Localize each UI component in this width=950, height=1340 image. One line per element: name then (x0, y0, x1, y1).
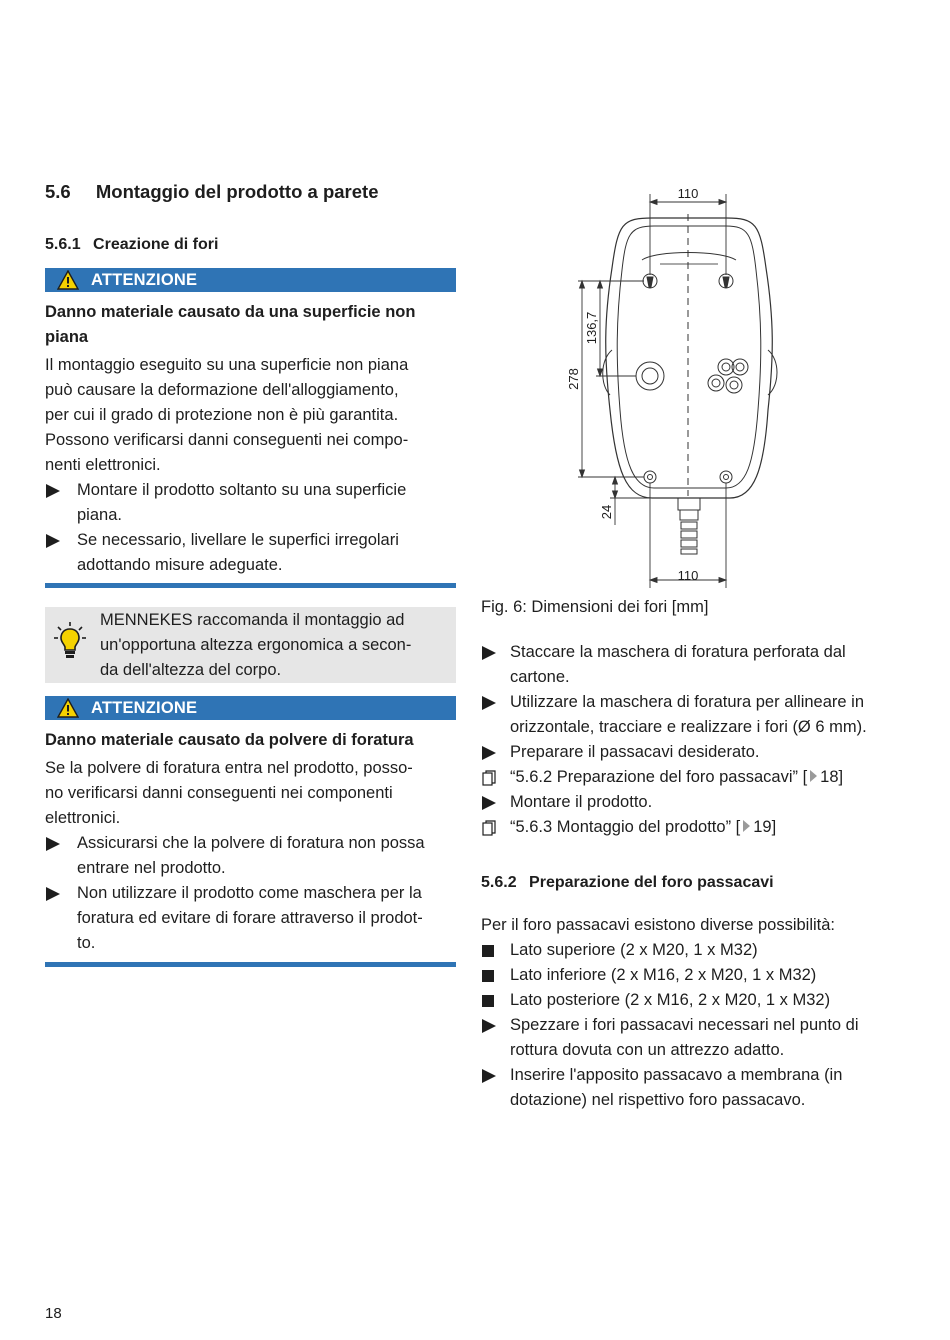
warning-icon (57, 270, 79, 290)
square-bullet-icon (482, 938, 504, 963)
cross-reference-link[interactable] (481, 765, 911, 790)
tip-line: un'opportuna altezza ergonomica a secon- (100, 636, 412, 654)
dimension-label-bottom: 110 (677, 568, 699, 583)
right-steps (481, 640, 911, 840)
document-reference-icon (482, 765, 504, 790)
tip-text (100, 608, 411, 683)
warning-content-1 (45, 300, 465, 578)
separator (45, 962, 456, 967)
step-text: Preparare il passacavi desiderato. (510, 743, 760, 761)
cross-reference-link[interactable] (481, 815, 911, 840)
warning-title: piana (45, 328, 89, 346)
warning-text: no verificarsi danni conseguenti nei componenti (45, 784, 393, 802)
dimension-label-top: 110 (677, 186, 699, 201)
warning-text: per cui il grado di protezione non è più garantita. (45, 406, 399, 424)
step-text: Montare il prodotto soltanto su una superficie (77, 481, 407, 499)
warning-title: Danno materiale causato da polvere di foratura (45, 731, 414, 749)
step-text: entrare nel prodotto. (77, 859, 226, 877)
step-arrow-icon (482, 790, 504, 815)
page-number: 18 (45, 1305, 62, 1322)
option-text: Lato posteriore (2 x M16, 2 x M20, 1 x M32) (510, 991, 831, 1009)
warning-icon (57, 698, 79, 718)
option-item (481, 988, 911, 1013)
warning-bar-1 (45, 268, 456, 292)
dimension-label-136: 136,7 (584, 311, 599, 345)
tip-box (45, 607, 456, 683)
warning-text: nenti elettronici. (45, 456, 161, 474)
reference-text: “5.6.2 Preparazione del foro passacavi” [ (510, 768, 808, 786)
action-list (481, 640, 911, 840)
step-text: Spezzare i fori passacavi necessari nel punto di (510, 1016, 859, 1034)
reference-page: 18] (820, 768, 844, 786)
warning-text: elettronici. (45, 809, 121, 827)
warning-text: Il montaggio eseguito su una superficie non piana (45, 356, 409, 374)
subsection-heading-5-6-1 (45, 236, 218, 254)
step-text: Assicurarsi che la polvere di foratura non possa (77, 834, 425, 852)
warning-content-2 (45, 728, 465, 956)
action-step (481, 740, 911, 765)
step-text: dotazione) nel rispettivo foro passacavo. (510, 1091, 806, 1109)
option-item (481, 963, 911, 988)
action-step (45, 831, 465, 881)
action-step (45, 528, 465, 578)
subsection-number: 5.6.2 (481, 874, 517, 891)
step-text: Se necessario, livellare le superfici irregolari (77, 531, 399, 549)
option-item (481, 938, 911, 963)
step-text: to. (77, 934, 96, 952)
action-step (481, 790, 911, 815)
step-arrow-icon (46, 831, 68, 856)
section-heading-5-6 (45, 181, 379, 203)
subsection-number: 5.6.1 (45, 236, 81, 253)
step-arrow-icon (482, 690, 504, 715)
step-text: Non utilizzare il prodotto come maschera per la (77, 884, 422, 902)
reference-text: “5.6.3 Montaggio del prodotto” [ (510, 818, 741, 837)
step-text: Inserire l'apposito passacavo a membrana (in (510, 1066, 843, 1084)
step-arrow-icon (482, 740, 504, 765)
step-text: Staccare la maschera di foratura perforata dal (510, 643, 846, 661)
tip-line: da dell'altezza del corpo. (100, 661, 282, 679)
warning-bar-2 (45, 696, 456, 720)
step-text: cartone. (510, 668, 570, 686)
separator (45, 583, 456, 588)
action-step (481, 1013, 911, 1063)
action-step (481, 640, 911, 690)
action-step (481, 1063, 911, 1113)
step-arrow-icon (482, 640, 504, 665)
dimension-label-278: 278 (566, 368, 581, 390)
reference-page: 19] (753, 818, 777, 837)
subsection-title: Creazione di fori (93, 236, 219, 253)
step-arrow-icon (482, 1013, 504, 1038)
step-arrow-icon (482, 1063, 504, 1088)
warning-text: Possono verificarsi danni conseguenti nei compo- (45, 431, 409, 449)
action-step (45, 478, 465, 528)
action-step (481, 690, 911, 740)
warning-text: può causare la deformazione dell'alloggiamento, (45, 381, 399, 399)
page-arrow-icon (810, 765, 817, 790)
document-reference-icon (482, 815, 504, 840)
step-text: piana. (77, 506, 122, 524)
step-text: adottando misure adeguate. (77, 556, 283, 574)
tip-line: MENNEKES raccomanda il montaggio ad (100, 611, 405, 629)
page-arrow-icon (743, 815, 750, 840)
subsection-title: Preparazione del foro passacavi (529, 874, 774, 891)
options-list (481, 938, 911, 1113)
drilling-dimensions-figure (560, 180, 785, 595)
warning-label: ATTENZIONE (91, 270, 198, 289)
square-bullet-icon (482, 963, 504, 988)
figure-caption: Fig. 6: Dimensioni dei fori [mm] (481, 598, 709, 616)
subsection-heading-5-6-2 (481, 874, 774, 892)
step-arrow-icon (46, 478, 68, 503)
step-arrow-icon (46, 881, 68, 906)
section-5-6-2-content (481, 913, 911, 1113)
section-title: Montaggio del prodotto a parete (95, 181, 379, 202)
step-arrow-icon (46, 528, 68, 553)
option-text: Lato superiore (2 x M20, 1 x M32) (510, 941, 758, 959)
section-number: 5.6 (45, 181, 71, 202)
dimension-label-24: 24 (599, 504, 614, 520)
step-text: foratura ed evitare di forare attraverso il prodot- (77, 909, 423, 927)
action-step (45, 881, 465, 956)
step-text: orizzontale, tracciare e realizzare i fori (Ø 6 mm). (510, 718, 867, 736)
action-list (45, 478, 465, 578)
square-bullet-icon (482, 988, 504, 1013)
option-text: Lato inferiore (2 x M16, 2 x M20, 1 x M32) (510, 966, 817, 984)
step-text: rottura dovuta con un attrezzo adatto. (510, 1041, 785, 1059)
intro-text: Per il foro passacavi esistono diverse possibilità: (481, 916, 836, 934)
action-list (45, 831, 465, 956)
warning-label: ATTENZIONE (91, 698, 198, 717)
lightbulb-icon (53, 621, 87, 661)
warning-title: Danno materiale causato da una superficie non (45, 303, 416, 321)
step-text: Utilizzare la maschera di foratura per allineare in (510, 693, 864, 711)
warning-text: Se la polvere di foratura entra nel prodotto, posso- (45, 759, 413, 777)
step-text: Montare il prodotto. (510, 793, 653, 812)
